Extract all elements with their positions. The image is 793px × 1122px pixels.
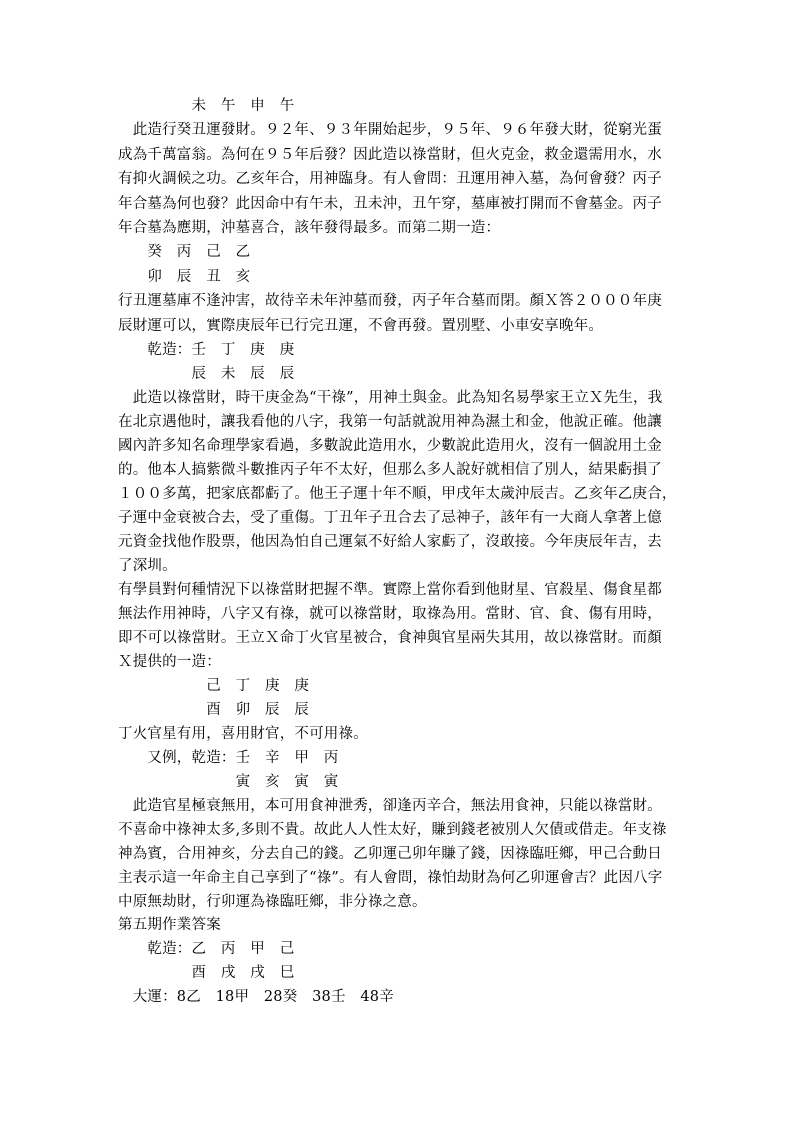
text-line: 在北京遇他时，讓我看他的八字，我第一句話就說用神為濕土和金，他說正確。他讓 (118, 414, 662, 430)
text-line: 又例，乾造：壬 辛 甲 丙 (118, 750, 339, 766)
text-line: 寅 亥 寅 寅 (118, 774, 339, 790)
text-line: 有學員對何種情況下以祿當財把握不準。實際上當你看到他財星、官殺星、傷食星都 (118, 582, 662, 598)
text-line: 神為賓，合用神亥，分去自己的錢。乙卯運己卯年賺了錢，因祿臨旺鄉，甲己合動日 (118, 846, 662, 862)
text-line: 大運：8乙 18甲 28癸 38壬 48辛 (118, 989, 394, 1005)
text-line: 國內許多知名命理學家看過，多數說此造用水，少數說此造用火，沒有一個說用土金 (118, 438, 662, 454)
text-line: 此造行癸丑運發財。９２年、９３年開始起步，９５年、９６年發大財，從窮光蛋 (118, 122, 662, 138)
text-line: １００多萬，把家底都虧了。他王子運十年不順，甲戌年太歲沖辰吉。乙亥年乙庚合， (118, 486, 677, 502)
text-line: 第五期作業答案 (118, 917, 221, 933)
text-line: 不喜命中祿神太多,多則不貴。故此人人性太好，賺到錢老被別人欠債或借走。年支祿 (118, 822, 667, 838)
text-line: 子運中金衰被合去，受了重傷。丁丑年子丑合去了忌神子，該年有一大商人拿著上億 (118, 510, 662, 526)
text-line: 中原無劫財，行卯運為祿臨旺鄉，非分祿之意。 (118, 894, 427, 910)
text-line: 有抑火調候之功。乙亥年合，用神臨身。有人會問：丑運用神入墓，為何會發？丙子 (118, 171, 662, 187)
text-line: 元資金找他作股票，他因為怕自己運氣不好給人家虧了，沒敢接。今年庚辰年吉，去 (118, 534, 662, 550)
text-line: 主表示這一年命主自己享到了“祿”。有人會問，祿怕劫財為何乙卯運會吉？此因八字 (118, 870, 663, 886)
text-line: 酉 戌 戌 巳 (118, 965, 295, 981)
text-line: 的。他本人搞紫微斗數推丙子年不太好，但那么多人說好就相信了別人，結果虧損了 (118, 462, 662, 478)
text-line: 此造以祿當財，時干庚金為“干祿”，用神土與金。此為知名易學家王立Ｘ先生，我 (118, 390, 663, 406)
text-line: 己 丁 庚 庚 (118, 678, 310, 694)
text-line: 即不可以祿當財。王立Ｘ命丁火官星被合，食神與官星兩失其用，故以祿當財。而顏 (118, 630, 662, 646)
text-line: 乾造：乙 丙 甲 己 (118, 941, 295, 957)
text-line: 乾造：壬 丁 庚 庚 (118, 342, 295, 358)
text-line: Ｘ提供的一造： (118, 654, 221, 670)
text-line: 卯 辰 丑 亥 (118, 269, 251, 285)
text-line: 未 午 申 午 (118, 98, 295, 114)
text-line: 成為千萬富翁。為何在９５年后發？因此造以祿當財，但火克金，救金還需用水，水 (118, 147, 662, 163)
text-line: 了深圳。 (118, 558, 177, 574)
text-line: 辰財運可以，實際庚辰年已行完丑運，不會再發。置別墅、小車安享晚年。 (118, 318, 604, 334)
text-line: 年合墓為應期，沖墓喜合，該年發得最多。而第二期一造： (118, 220, 501, 236)
text-line: 此造官星極衰無用，本可用食神泄秀，卻逢丙辛合，無法用食神，只能以祿當財。 (118, 798, 662, 814)
text-line: 無法作用神時，八字又有祿，就可以祿當財，取祿為用。當財、官、食、傷有用時， (118, 606, 662, 622)
text-line: 酉 卯 辰 辰 (118, 702, 310, 718)
text-line: 丁火官星有用，喜用財官，不可用祿。 (118, 726, 368, 742)
text-line: 行丑運墓庫不逢沖害，故待辛未年沖墓而發，丙子年合墓而閉。顏Ｘ答２０００年庚 (118, 293, 662, 309)
text-line: 癸 丙 己 乙 (118, 244, 251, 260)
text-line: 年合墓為何也發？此因命中有午未，丑未沖，丑午穿，墓庫被打開而不會墓金。丙子 (118, 196, 662, 212)
text-line: 辰 未 辰 辰 (118, 366, 295, 382)
